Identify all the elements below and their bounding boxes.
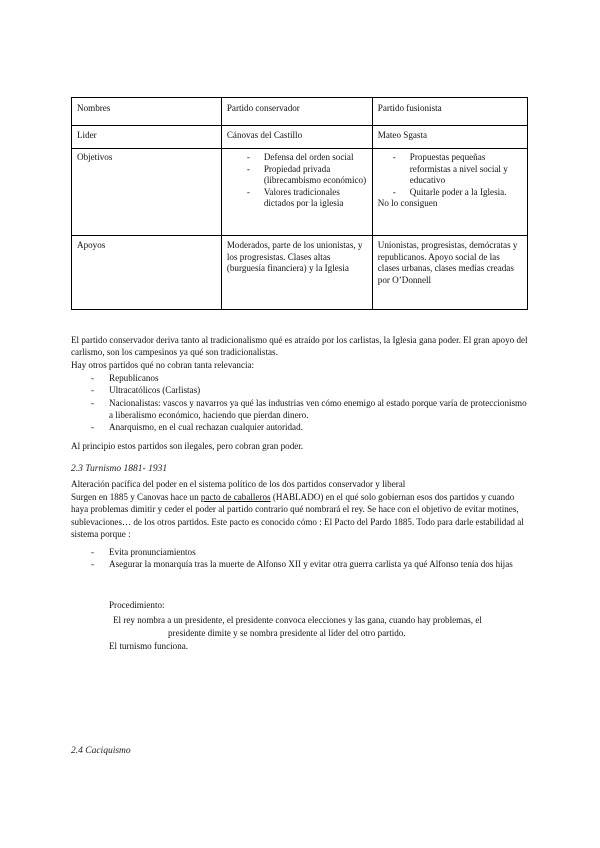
header-conservador: Partido conservador — [221, 98, 372, 126]
section-heading-caciquismo: 2.4 Caciquismo — [71, 746, 131, 756]
lider-label: Lider — [72, 126, 222, 149]
objetivos-note: No lo consiguen — [377, 198, 438, 209]
paragraph-ilegales: Al principio estos partidos son ilegales, pero cobran gran poder. — [71, 441, 304, 451]
apoyos-fusionista: Unionistas, progresistas, demócratas y republicanos. Apoyo social de las clases urbanas, clases medias creadas por O’Donnell — [372, 236, 527, 310]
apoyos-label: Apoyos — [72, 236, 222, 310]
list-item: - Nacionalistas: vascos y navarros ya qué las industrias ven cómo enemigo al estado porque varía de proteccionismo a liberalismo económico, haciendo que pierdan dinero. — [71, 397, 531, 422]
list-item: - Evita pronunciamientos — [71, 546, 531, 558]
procedimiento-line2: presidente dimite y se nombra presidente al líder del otro partido. — [168, 628, 406, 638]
list-item: - Republicanos — [71, 372, 531, 384]
paragraph-pacto — [71, 491, 531, 540]
list-item: - Quitarle poder a la Iglesia. — [378, 187, 522, 199]
header-nombres: Nombres — [72, 98, 222, 126]
estabilidad-list — [71, 546, 531, 571]
otros-partidos-list — [71, 372, 531, 433]
paragraph-alteracion: Alteración pacífica del poder en el sistema político de los dos partidos conservador y liberal — [71, 479, 406, 489]
section-heading-turnismo: 2.3 Turnismo 1881- 1931 — [71, 464, 168, 474]
turnismo-funciona: El turnismo funciona. — [109, 641, 189, 651]
objetivos-conservador — [221, 149, 372, 236]
table-row-lider — [72, 126, 528, 149]
parties-table — [71, 97, 528, 310]
list-item: - Anarquismo, en el cual rechazan cualquier autoridad. — [71, 421, 531, 433]
list-item: - Ultracatólicos (Carlistas) — [71, 384, 531, 396]
pacto-underlined: pacto de caballeros — [200, 492, 271, 502]
apoyos-conservador: Moderados, parte de los unionistas, y los progresistas. Clases altas (burguesía financiera) y la Iglesia — [221, 236, 372, 310]
lider-conservador: Cánovas del Castillo — [221, 126, 372, 149]
objetivos-label: Objetivos — [72, 149, 222, 236]
table-row-apoyos — [72, 236, 528, 310]
header-fusionista: Partido fusionista — [372, 98, 527, 126]
list-item: - Propiedad privada (librecambismo económico) — [227, 164, 367, 187]
paragraph-conservador: El partido conservador deriva tanto al tradicionalismo qué es atraído por los carlistas, la Iglesia gana poder. El gran apoyo del carlismo, son los campesinos ya qué son tradicionalistas. — [71, 335, 528, 358]
paragraph-otros-partidos: Hay otros partidos qué no cobran tanta relevancia: — [71, 360, 255, 370]
table-row-objetivos — [72, 149, 528, 236]
procedimiento-title: Procedimiento: — [109, 600, 165, 610]
list-item: - Asegurar la monarquía tras la muerte de Alfonso XII y evitar otra guerra carlista ya qué Alfonso tenía dos hijas — [71, 558, 531, 570]
pacto-text-a: Surgen en 1885 y Canovas hace un — [71, 492, 201, 502]
objetivos-fusionista — [372, 149, 527, 236]
lider-fusionista: Mateo Sgasta — [372, 126, 527, 149]
list-item: - Valores tradicionales dictados por la iglesia — [227, 187, 367, 210]
procedimiento-line1: El rey nombra a un presidente, el presidente convoca elecciones y las gana, cuando hay problemas, el — [113, 615, 482, 625]
list-item: - Defensa del orden social — [227, 152, 367, 164]
pacto-text-b: (HABLADO) en el qué solo gobiernan esos dos partidos y cuando haya problemas dimitir y ceder el poder al partido contrario qué nombrará el rey. Se hace con el objetivo de evitar motines, sublevaciones… de los otros partidos. Este pacto es conocido cómo : El Pacto del Pardo 1885. Todo para darle estabilidad al sistema porque : — [71, 492, 524, 539]
table-header-row — [72, 98, 528, 126]
list-item: - Propuestas pequeñas reformistas a nivel social y educativo — [378, 152, 522, 187]
